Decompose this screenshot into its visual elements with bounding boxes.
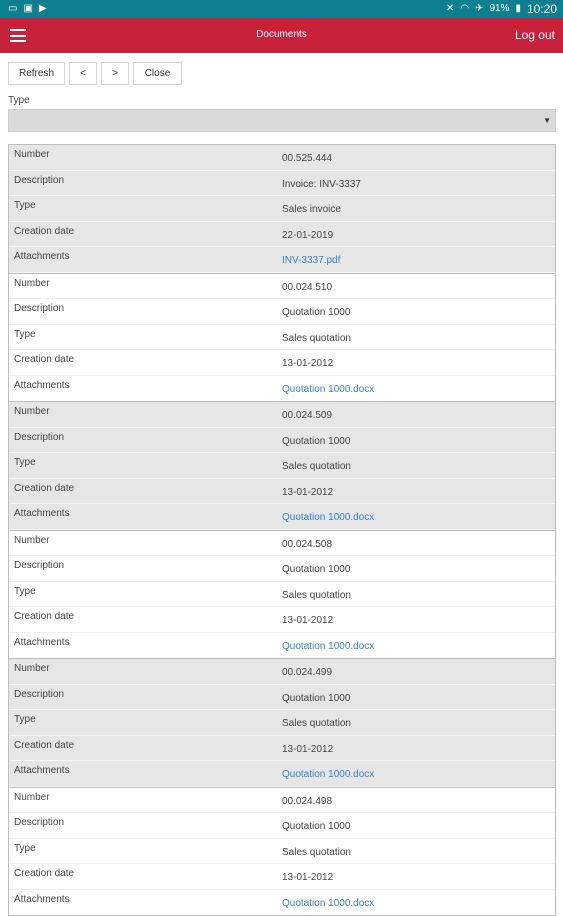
status-bar: [0, 0, 563, 18]
field-value: Sales quotation: [282, 590, 351, 601]
field-value: 00.024.510: [282, 282, 332, 293]
field-label: Creation date: [14, 740, 74, 751]
notification-icon: ▭: [8, 3, 17, 15]
field-label: Number: [14, 278, 50, 289]
attachment-link[interactable]: Quotation 1000.docx: [282, 641, 374, 652]
play-store-icon: ▶: [39, 3, 47, 15]
field-label: Description: [14, 303, 64, 314]
field-label: Creation date: [14, 868, 74, 879]
field-row-creation-date: [9, 479, 555, 505]
field-value: 00.024.498: [282, 796, 332, 807]
field-value: Quotation 1000: [282, 564, 350, 575]
battery-percent: 91%: [489, 3, 509, 15]
field-label: Creation date: [14, 226, 74, 237]
field-value: 13-01-2012: [282, 615, 333, 626]
field-label: Attachments: [14, 508, 70, 519]
field-row-attachments: [9, 761, 555, 787]
field-label: Number: [14, 535, 50, 546]
refresh-button[interactable]: Refresh: [8, 62, 65, 85]
document-record: [8, 274, 556, 403]
field-label: Description: [14, 432, 64, 443]
field-value: Sales invoice: [282, 204, 341, 215]
field-row-number: [9, 659, 555, 685]
field-value: 00.024.509: [282, 410, 332, 421]
field-value: 00.525.444: [282, 153, 332, 164]
wifi-icon: ◠: [460, 3, 469, 15]
attachment-link[interactable]: Quotation 1000.docx: [282, 898, 374, 909]
field-label: Type: [14, 714, 36, 725]
field-value: 00.024.508: [282, 539, 332, 550]
field-label: Type: [14, 200, 36, 211]
field-row-description: [9, 813, 555, 839]
field-label: Number: [14, 149, 50, 160]
field-row-description: [9, 299, 555, 325]
field-row-number: [9, 402, 555, 428]
field-row-number: [9, 274, 555, 300]
field-value: Sales quotation: [282, 847, 351, 858]
attachment-link[interactable]: Quotation 1000.docx: [282, 384, 374, 395]
field-row-creation-date: [9, 350, 555, 376]
field-label: Attachments: [14, 251, 70, 262]
field-label: Creation date: [14, 611, 74, 622]
field-label: Number: [14, 663, 50, 674]
field-value: Quotation 1000: [282, 436, 350, 447]
type-filter-select[interactable]: [8, 109, 556, 132]
field-row-type: [9, 325, 555, 351]
field-row-creation-date: [9, 736, 555, 762]
field-row-type: [9, 582, 555, 608]
document-record: [8, 788, 556, 916]
field-value: Quotation 1000: [282, 307, 350, 318]
field-row-creation-date: [9, 864, 555, 890]
toolbar: [8, 62, 182, 85]
document-record: [8, 144, 556, 274]
field-row-description: [9, 171, 555, 197]
type-filter-label: Type: [8, 95, 30, 106]
field-label: Number: [14, 792, 50, 803]
previous-button[interactable]: <: [69, 62, 97, 85]
document-record: [8, 531, 556, 660]
field-label: Description: [14, 689, 64, 700]
field-label: Description: [14, 175, 64, 186]
field-row-attachments: [9, 633, 555, 659]
media-icon: ▣: [23, 3, 32, 15]
field-row-number: [9, 531, 555, 557]
field-row-attachments: [9, 504, 555, 530]
document-list: [8, 144, 556, 900]
field-row-attachments: [9, 247, 555, 273]
field-value: Sales quotation: [282, 461, 351, 472]
field-label: Number: [14, 406, 50, 417]
attachment-link[interactable]: INV-3337.pdf: [282, 255, 340, 266]
field-label: Attachments: [14, 637, 70, 648]
field-value: 13-01-2012: [282, 872, 333, 883]
airplane-icon: ✈: [475, 3, 483, 15]
field-value: Quotation 1000: [282, 693, 350, 704]
field-row-description: [9, 685, 555, 711]
field-value: Sales quotation: [282, 718, 351, 729]
field-value: 00.024.499: [282, 667, 332, 678]
document-record: [8, 402, 556, 531]
field-row-type: [9, 453, 555, 479]
clock: 10:20: [527, 2, 557, 16]
app-bar: [0, 18, 563, 53]
field-label: Type: [14, 457, 36, 468]
field-value: 13-01-2012: [282, 358, 333, 369]
field-label: Attachments: [14, 380, 70, 391]
dropdown-arrow-icon: ▼: [543, 116, 551, 125]
close-button[interactable]: Close: [133, 62, 182, 85]
field-row-type: [9, 839, 555, 865]
next-button[interactable]: >: [101, 62, 129, 85]
field-row-number: [9, 788, 555, 814]
attachment-link[interactable]: Quotation 1000.docx: [282, 769, 374, 780]
field-label: Type: [14, 843, 36, 854]
page-title: Documents: [0, 29, 563, 40]
field-value: 13-01-2012: [282, 487, 333, 498]
field-row-type: [9, 196, 555, 222]
field-value: 22-01-2019: [282, 230, 333, 241]
field-row-number: [9, 145, 555, 171]
battery-icon: ▮: [515, 3, 521, 15]
field-label: Type: [14, 329, 36, 340]
field-row-attachments: [9, 376, 555, 402]
document-record: [8, 659, 556, 788]
field-label: Type: [14, 586, 36, 597]
field-label: Description: [14, 817, 64, 828]
field-value: Invoice: INV-3337: [282, 179, 361, 190]
field-row-description: [9, 428, 555, 454]
field-label: Creation date: [14, 483, 74, 494]
field-row-type: [9, 710, 555, 736]
field-row-creation-date: [9, 607, 555, 633]
field-value: 13-01-2012: [282, 744, 333, 755]
field-value: Sales quotation: [282, 333, 351, 344]
field-row-creation-date: [9, 222, 555, 248]
attachment-link[interactable]: Quotation 1000.docx: [282, 512, 374, 523]
field-label: Attachments: [14, 894, 70, 905]
field-row-attachments: [9, 890, 555, 916]
field-label: Description: [14, 560, 64, 571]
logout-link[interactable]: Log out: [515, 28, 555, 42]
field-value: Quotation 1000: [282, 821, 350, 832]
field-label: Creation date: [14, 354, 74, 365]
field-label: Attachments: [14, 765, 70, 776]
field-row-description: [9, 556, 555, 582]
mute-icon: ✕: [446, 3, 454, 15]
